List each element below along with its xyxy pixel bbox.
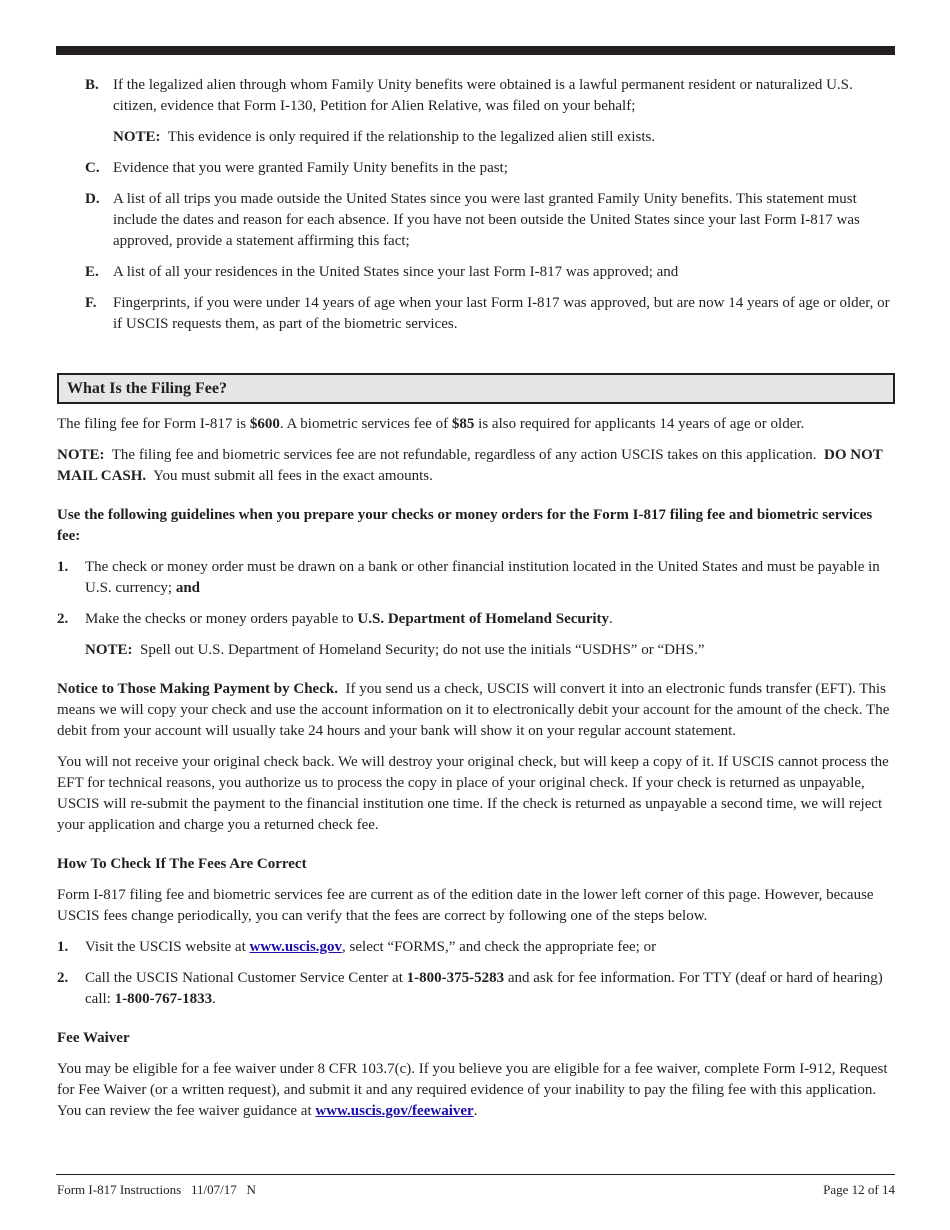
- guideline-note: NOTE: Spell out U.S. Department of Homeland Security; do not use the initials “USDHS” or “DHS.”: [85, 642, 705, 658]
- section-header-filing-fee: What Is the Filing Fee?: [57, 373, 895, 404]
- guidelines-heading: Use the following guidelines when you prepare your checks or money orders for the Form I-817 filing fee and biometric services fee:: [57, 507, 873, 544]
- page-footer: [57, 1182, 895, 1198]
- top-rule: [56, 46, 895, 55]
- fee-waiver-heading: Fee Waiver: [57, 1030, 130, 1046]
- fee-waiver-paragraph: You may be eligible for a fee waiver under 8 CFR 103.7(c). If you believe you are eligible for a fee waiver, complete Form I-912, Request for Fee Waiver (or a written request), and submit it and any required evidence of your inability to pay the filing fee with this application. You can review the fee waiver guidance at www.uscis.gov/feewaiver.: [57, 1061, 888, 1119]
- uscis-website-link[interactable]: www.uscis.gov: [249, 939, 343, 955]
- filing-fee-paragraph: The filing fee for Form I-817 is $600. A biometric services fee of $85 is also required for applicants 14 years of age or older.: [57, 416, 805, 432]
- evidence-item-f: F. Fingerprints, if you were under 14 years of age when your last Form I-817 was approved, but are now 14 years of age or older, or if USCIS requests them, as part of the biometric services.: [85, 295, 890, 332]
- form-edition: Form I-817 Instructions 11/07/17 N: [57, 1182, 256, 1197]
- evidence-item-e: E. A list of all your residences in the United States since your last Form I-817 was approved; and: [85, 264, 679, 280]
- how-to-check-heading: How To Check If The Fees Are Correct: [57, 856, 307, 872]
- evidence-item-b: B. If the legalized alien through whom Family Unity benefits were obtained is a lawful permanent resident or naturalized U.S. citizen, evidence that Form I-130, Petition for Alien Relative, was filed on your behalf;: [85, 77, 853, 114]
- check-step-1: 1. Visit the USCIS website at www.uscis.gov, select “FORMS,” and check the appropriate fee; or: [57, 939, 657, 955]
- footer-rule: [56, 1174, 895, 1175]
- page-number: Page 12 of 14: [823, 1182, 895, 1197]
- fee-note: NOTE: The filing fee and biometric services fee are not refundable, regardless of any action USCIS takes on this application. DO NOT MAIL CASH. You must submit all fees in the exact amounts.: [57, 447, 883, 484]
- check-paragraph: You will not receive your original check back. We will destroy your original check, but will keep a copy of it. If USCIS cannot process the EFT for technical reasons, you authorize us to process the copy in place of your original check. If your check is returned as unpayable, USCIS will re-submit the payment to the financial institution one time. If the check is returned as unpayable a second time, we will reject your application and charge you a returned check fee.: [57, 754, 889, 833]
- check-notice: Notice to Those Making Payment by Check. If you send us a check, USCIS will convert it into an electronic funds transfer (EFT). This means we will copy your check and use the account information on it to electronically debit your account for the amount of the check. The debit from your account will usually take 24 hours and your bank will show it on your regular account statement.: [57, 681, 890, 739]
- guideline-item-2: 2. Make the checks or money orders payable to U.S. Department of Homeland Security.: [57, 611, 613, 627]
- evidence-item-c: C. Evidence that you were granted Family Unity benefits in the past;: [85, 160, 508, 176]
- page-content: [57, 75, 895, 1132]
- guideline-item-1: 1. The check or money order must be drawn on a bank or other financial institution located in the United States and must be payable in U.S. currency; and: [57, 559, 880, 596]
- check-step-2: 2. Call the USCIS National Customer Service Center at 1-800-375-5283 and ask for fee information. For TTY (deaf or hard of hearing) call: 1-800-767-1833.: [57, 970, 883, 1007]
- fee-waiver-link[interactable]: www.uscis.gov/feewaiver: [315, 1103, 474, 1119]
- evidence-item-d: D. A list of all trips you made outside the United States since you were last granted Family Unity benefits. This statement must include the dates and reason for each absence. If you have not been outside the United States since your last Form I-817 was approved, provide a statement affirming this fact;: [85, 191, 860, 249]
- how-to-check-paragraph: Form I-817 filing fee and biometric services fee are current as of the edition date in the lower left corner of this page. However, because USCIS fees change periodically, you can verify that the fees are correct by following one of the steps below.: [57, 887, 874, 924]
- evidence-note: NOTE: This evidence is only required if the relationship to the legalized alien still exists.: [113, 129, 656, 145]
